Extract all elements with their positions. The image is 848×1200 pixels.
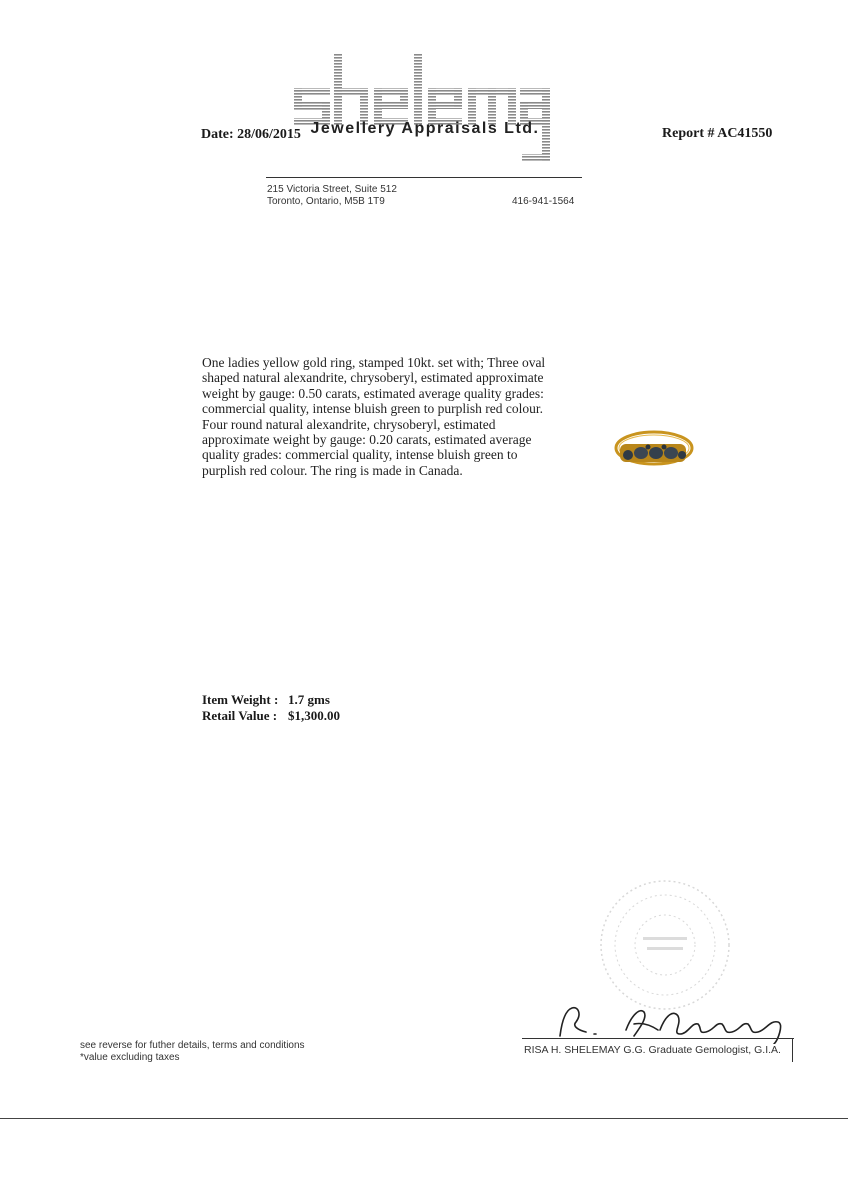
ring-photo [610, 422, 696, 474]
report-date: Date: 28/06/2015 [201, 127, 301, 142]
address-line-1: 215 Victoria Street, Suite 512 [267, 184, 397, 195]
item-weight-row [202, 692, 330, 708]
footer-tax-note: *value excluding taxes [80, 1052, 180, 1063]
company-logo [290, 48, 560, 166]
item-description: One ladies yellow gold ring, stamped 10kt. set with; Three oval shaped natural alexandrite, chrysoberyl, estimated approximate weight by gauge: 0.50 carats, estimated average quality grades: commercial quality, intense bluish green to purplish red colour. Four round natural alexandrite, chrysoberyl, estimated approximate weight by gauge: 0.20 carats, estimated average quality grades: commercial quality, intense bluish green to purplish red colour. The ring is made in Canada. [202, 355, 546, 478]
signature-divider [792, 1038, 793, 1062]
signatory-name: RISA H. SHELEMAY G.G. Graduate Gemologist, G.I.A. [524, 1044, 781, 1056]
phone-number: 416-941-1564 [512, 196, 575, 207]
retail-value-amount: $1,300.00 [288, 708, 340, 723]
retail-value-row [202, 708, 340, 724]
header-divider [266, 177, 582, 178]
item-weight-label: Item Weight : [202, 692, 279, 707]
report-number: Report # AC41550 [662, 126, 773, 141]
company-name: Jewellery Appraisals Ltd. [310, 120, 540, 137]
item-weight-value: 1.7 gms [288, 692, 330, 707]
footer-terms-note: see reverse for futher details, terms and conditions [80, 1040, 305, 1051]
signature-line [522, 1038, 794, 1039]
page-bottom-rule [0, 1118, 848, 1119]
address-line-2: Toronto, Ontario, M5B 1T9 [267, 196, 385, 207]
retail-value-label: Retail Value : [202, 708, 278, 723]
embossed-seal [585, 875, 745, 1015]
